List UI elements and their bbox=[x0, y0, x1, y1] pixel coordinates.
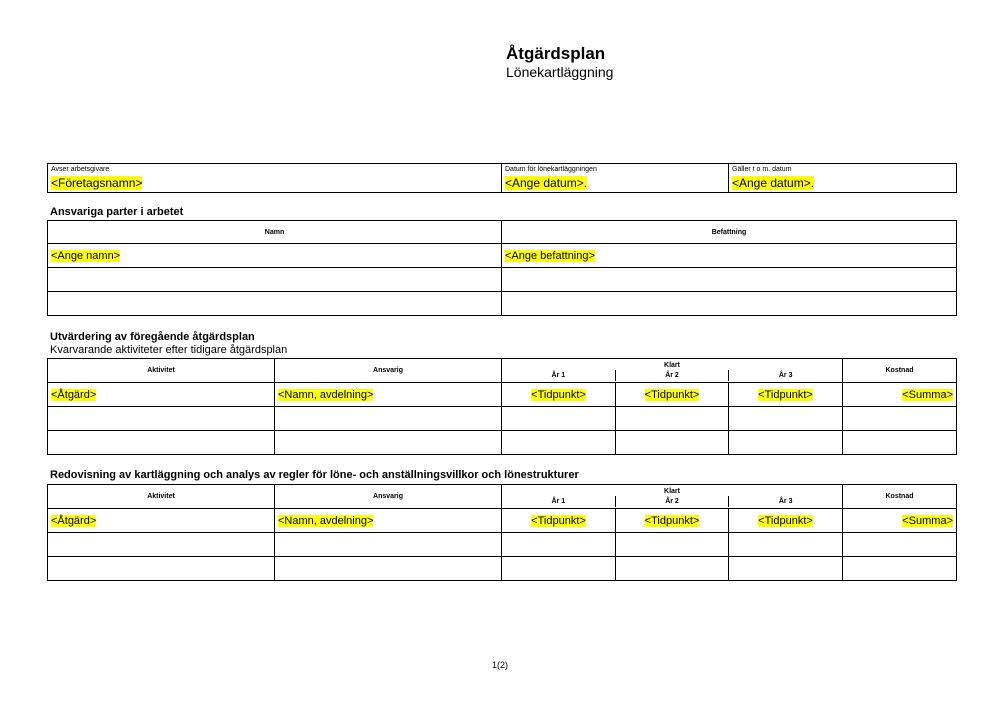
header-done: Klart bbox=[664, 488, 680, 495]
header-activity: Aktivitet bbox=[48, 485, 275, 509]
table-row bbox=[48, 509, 957, 533]
employer-label: Avser arbetsgivare bbox=[51, 166, 110, 173]
header-responsible: Ansvarig bbox=[275, 359, 502, 383]
header-done: Klart bbox=[664, 362, 680, 369]
year1-cell[interactable] bbox=[502, 509, 616, 533]
responsible-cell[interactable] bbox=[275, 509, 502, 533]
year3-field[interactable]: <Tidpunkt> bbox=[758, 514, 813, 527]
table-row bbox=[48, 383, 957, 407]
responsible-field[interactable]: <Namn, avdelning> bbox=[278, 514, 374, 527]
cost-cell[interactable] bbox=[843, 533, 957, 557]
cost-field[interactable]: <Summa> bbox=[902, 514, 953, 527]
year2-field[interactable]: <Tidpunkt> bbox=[644, 388, 700, 401]
year3-cell[interactable] bbox=[729, 383, 843, 407]
parties-heading: Ansvariga parter i arbetet bbox=[50, 206, 184, 218]
name-cell[interactable] bbox=[48, 292, 502, 316]
responsible-cell[interactable] bbox=[275, 431, 502, 455]
year2-cell[interactable] bbox=[616, 383, 729, 407]
header-cost: Kostnad bbox=[843, 485, 957, 509]
activity-cell[interactable] bbox=[48, 557, 275, 581]
header-year3: År 3 bbox=[728, 496, 842, 507]
year3-cell[interactable] bbox=[729, 407, 843, 431]
table-row bbox=[48, 268, 957, 292]
activity-cell[interactable] bbox=[48, 431, 275, 455]
valid-cell[interactable] bbox=[729, 164, 957, 193]
parties-table bbox=[47, 220, 957, 316]
year3-cell[interactable] bbox=[729, 557, 843, 581]
header-year3: År 3 bbox=[728, 370, 842, 381]
report-table bbox=[47, 484, 957, 581]
year2-cell[interactable] bbox=[616, 509, 729, 533]
parties-header-name: Namn bbox=[48, 221, 502, 244]
year3-field[interactable]: <Tidpunkt> bbox=[758, 388, 813, 401]
evaluation-table bbox=[47, 358, 957, 455]
activity-cell[interactable] bbox=[48, 407, 275, 431]
year1-field[interactable]: <Tidpunkt> bbox=[531, 514, 586, 527]
activity-field[interactable]: <Åtgärd> bbox=[51, 514, 97, 527]
responsible-field[interactable]: <Namn, avdelning> bbox=[278, 388, 374, 401]
header-done-group bbox=[502, 359, 843, 383]
responsible-cell[interactable] bbox=[275, 383, 502, 407]
employer-cell[interactable] bbox=[48, 164, 502, 193]
table-row bbox=[48, 292, 957, 316]
year2-field[interactable]: <Tidpunkt> bbox=[644, 514, 700, 527]
name-cell[interactable] bbox=[48, 268, 502, 292]
evaluation-subheading: Kvarvarande aktiviteter efter tidigare åtgärdsplan bbox=[50, 344, 288, 356]
year1-cell[interactable] bbox=[502, 557, 616, 581]
date-field[interactable]: <Ange datum>. bbox=[505, 176, 588, 190]
page-subtitle: Lönekartläggning bbox=[506, 64, 614, 80]
cost-field[interactable]: <Summa> bbox=[902, 388, 953, 401]
year1-cell[interactable] bbox=[502, 533, 616, 557]
name-cell[interactable] bbox=[48, 244, 502, 268]
year3-cell[interactable] bbox=[729, 533, 843, 557]
activity-cell[interactable] bbox=[48, 533, 275, 557]
name-field[interactable]: <Ange namn> bbox=[51, 249, 121, 262]
header-year2: År 2 bbox=[615, 496, 729, 507]
page-number: 1(2) bbox=[491, 660, 508, 670]
header-cost: Kostnad bbox=[843, 359, 957, 383]
date-cell[interactable] bbox=[502, 164, 729, 193]
header-activity: Aktivitet bbox=[48, 359, 275, 383]
position-cell[interactable] bbox=[502, 268, 957, 292]
responsible-cell[interactable] bbox=[275, 533, 502, 557]
position-field[interactable]: <Ange befattning> bbox=[505, 249, 595, 262]
responsible-cell[interactable] bbox=[275, 407, 502, 431]
parties-header-position: Befattning bbox=[502, 221, 957, 244]
year2-cell[interactable] bbox=[616, 431, 729, 455]
header-year1: År 1 bbox=[551, 372, 566, 379]
table-row bbox=[48, 244, 957, 268]
year1-cell[interactable] bbox=[502, 407, 616, 431]
cost-cell[interactable] bbox=[843, 383, 957, 407]
header-year1: År 1 bbox=[551, 498, 566, 505]
date-label: Datum för lönekartläggningen bbox=[505, 166, 597, 173]
table-row bbox=[48, 431, 957, 455]
position-cell[interactable] bbox=[502, 244, 957, 268]
table-row bbox=[48, 533, 957, 557]
cost-cell[interactable] bbox=[843, 557, 957, 581]
cost-cell[interactable] bbox=[843, 431, 957, 455]
table-row bbox=[48, 407, 957, 431]
year1-cell[interactable] bbox=[502, 383, 616, 407]
valid-label: Gäller t o m. datum bbox=[732, 166, 792, 173]
activity-field[interactable]: <Åtgärd> bbox=[51, 388, 97, 401]
header-done-group bbox=[502, 485, 843, 509]
activity-cell[interactable] bbox=[48, 383, 275, 407]
header-year2: År 2 bbox=[615, 370, 729, 381]
year1-cell[interactable] bbox=[502, 431, 616, 455]
evaluation-heading: Utvärdering av föregående åtgärdsplan bbox=[50, 331, 255, 343]
position-cell[interactable] bbox=[502, 292, 957, 316]
valid-field[interactable]: <Ange datum>. bbox=[732, 176, 815, 190]
year2-cell[interactable] bbox=[616, 557, 729, 581]
year1-field[interactable]: <Tidpunkt> bbox=[531, 388, 586, 401]
year2-cell[interactable] bbox=[616, 533, 729, 557]
table-row bbox=[48, 557, 957, 581]
year3-cell[interactable] bbox=[729, 509, 843, 533]
activity-cell[interactable] bbox=[48, 509, 275, 533]
info-table bbox=[47, 163, 957, 193]
employer-field[interactable]: <Företagsnamn> bbox=[51, 176, 143, 190]
page-title: Åtgärdsplan bbox=[506, 44, 606, 63]
year3-cell[interactable] bbox=[729, 431, 843, 455]
header-responsible: Ansvarig bbox=[275, 485, 502, 509]
responsible-cell[interactable] bbox=[275, 557, 502, 581]
year2-cell[interactable] bbox=[616, 407, 729, 431]
report-heading: Redovisning av kartläggning och analys av regler för löne- och anställningsvillkor och lönestrukturer bbox=[50, 469, 579, 481]
cost-cell[interactable] bbox=[843, 509, 957, 533]
cost-cell[interactable] bbox=[843, 407, 957, 431]
